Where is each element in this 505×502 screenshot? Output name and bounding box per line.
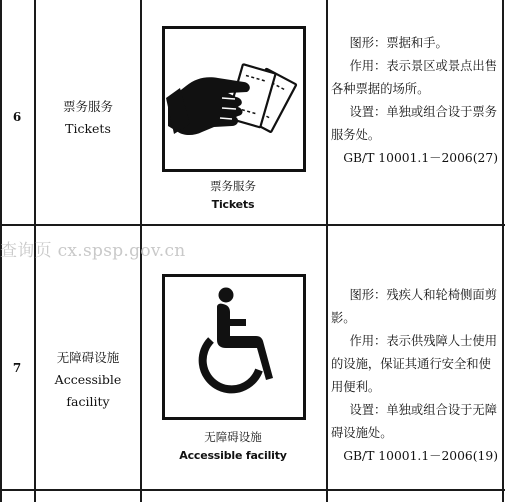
row-number: 7 [12, 361, 22, 375]
row-number: 6 [12, 110, 22, 124]
column-divider-3 [326, 0, 328, 502]
row-divider-2 [0, 489, 505, 491]
row-divider-1 [0, 224, 505, 226]
watermark: 查询页 cx.spsp.gov.cn [0, 241, 186, 261]
row-description [331, 284, 498, 468]
hand-holding-tickets-icon [162, 26, 306, 172]
description-graphic: 图形：票据和手。 [349, 36, 448, 50]
description-placement: 设置：单独或组合设于无障碍设施处。 [331, 403, 498, 440]
symbol-caption-en: Tickets [211, 198, 255, 211]
description-graphic: 图形：残疾人和轮椅侧面剪影。 [331, 288, 498, 325]
row-name-zh: 票务服务 [62, 99, 113, 114]
symbol-caption-zh: 票务服务 [210, 179, 256, 193]
symbol-caption-en: Accessible facility [179, 449, 287, 462]
description-function: 作用：表示供残障人士使用的设施，保证其通行安全和使用便利。 [331, 334, 498, 394]
description-placement: 设置：单独或组合设于票务服务处。 [331, 105, 498, 142]
row-name-en: Accessible facility [54, 372, 122, 409]
wheelchair-icon [162, 274, 306, 420]
standard-reference: GB/T 10001.1－2006(19) [343, 449, 498, 463]
description-function: 作用：表示景区或景点出售各种票据的场所。 [331, 59, 498, 96]
symbol-caption-zh: 无障碍设施 [204, 430, 262, 444]
row-name-en: Tickets [65, 121, 111, 136]
table-border-right [502, 0, 504, 502]
accessible-symbol-frame [162, 274, 306, 420]
standard-reference: GB/T 10001.1－2006(27) [343, 151, 498, 165]
tickets-symbol-frame [162, 26, 306, 172]
row-name-zh: 无障碍设施 [56, 350, 120, 365]
row-description [331, 32, 498, 170]
